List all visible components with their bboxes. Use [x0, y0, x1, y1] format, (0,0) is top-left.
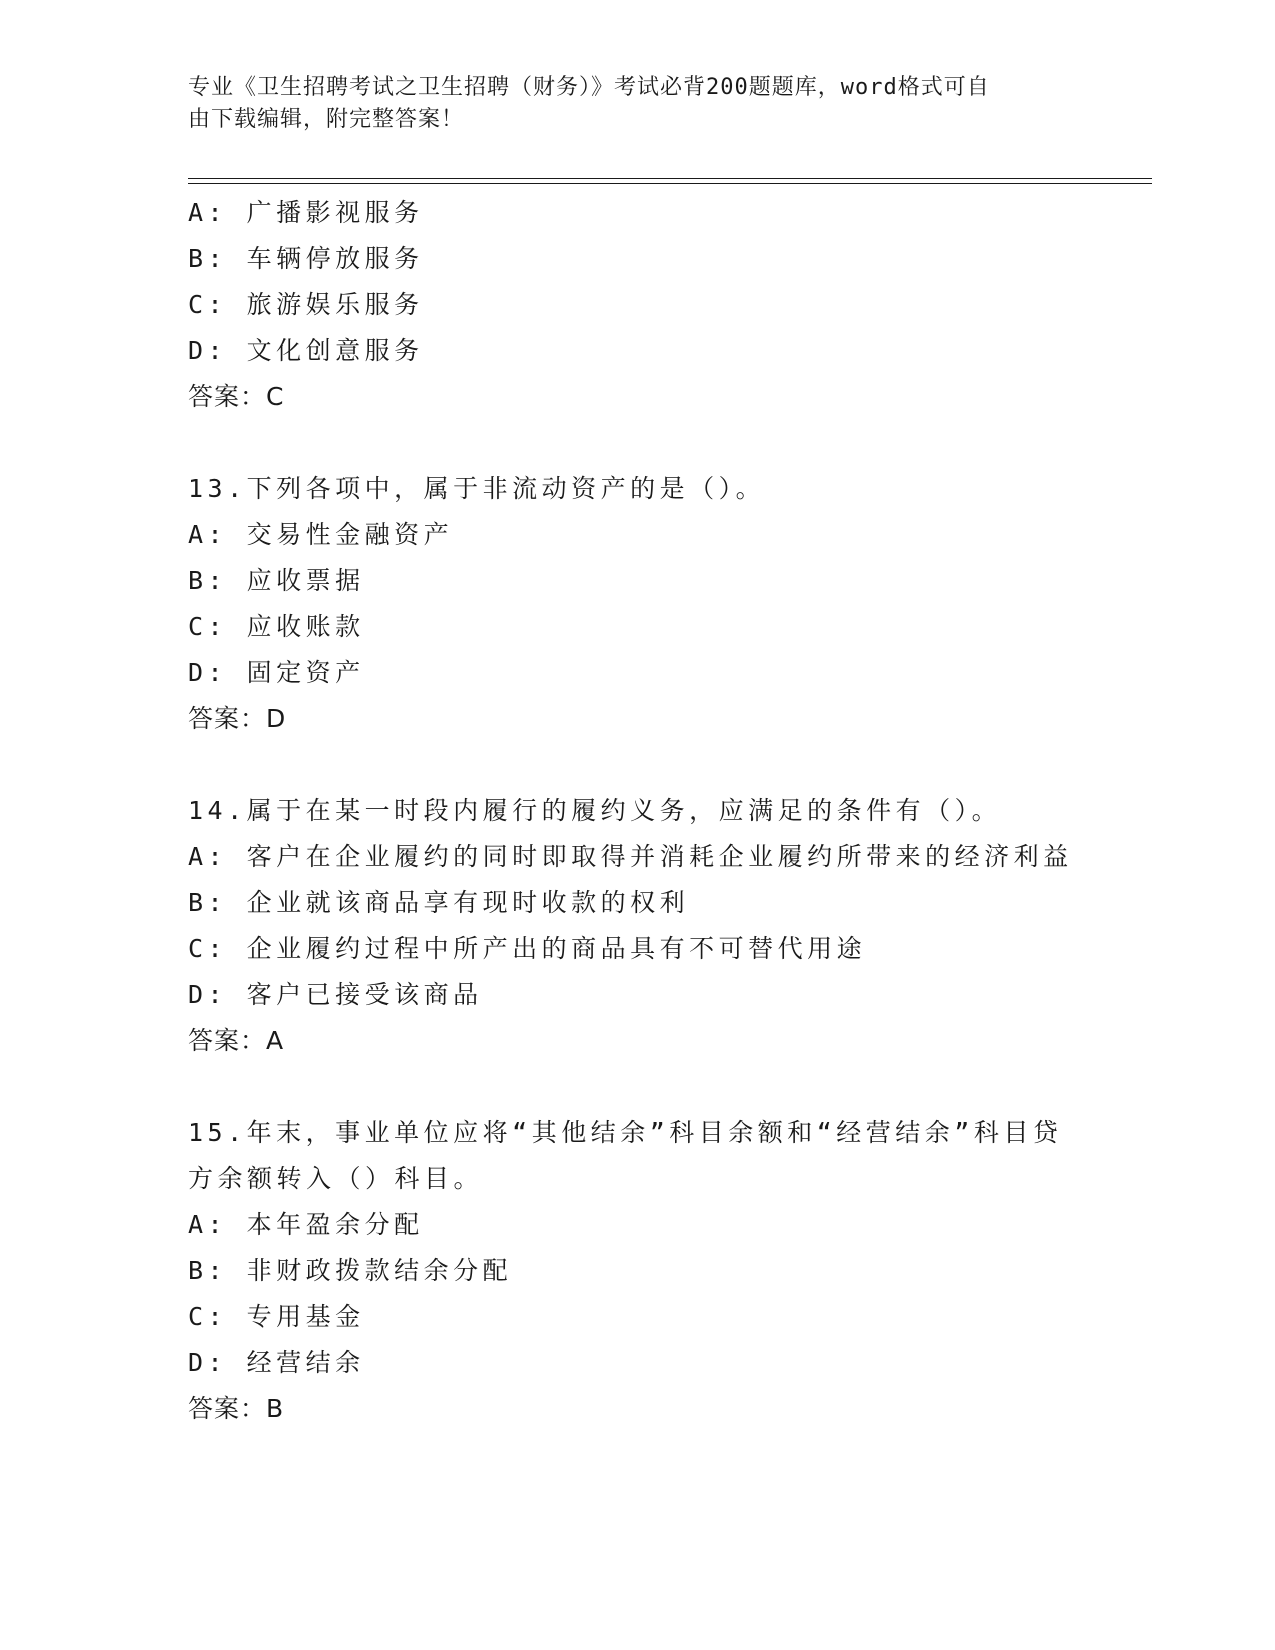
option-d: D: 经营结余 — [188, 1348, 365, 1377]
answer: 答案：A — [188, 1026, 285, 1055]
answer: 答案：B — [188, 1394, 285, 1423]
question-text: 13.下列各项中，属于非流动资产的是（）。 — [188, 474, 766, 503]
option-b: B: 应收票据 — [188, 566, 365, 595]
header-line-1: 专业《卫生招聘考试之卫生招聘（财务）》考试必背200题题库，word格式可自 — [188, 75, 990, 100]
option-d: D: 文化创意服务 — [188, 336, 424, 365]
spacer — [188, 1064, 1088, 1110]
question-text-line-2: 方余额转入（）科目。 — [188, 1164, 484, 1193]
document-header — [188, 72, 1068, 136]
spacer — [188, 742, 1088, 788]
question-text-line-1: 15.年末，事业单位应将“其他结余”科目余额和“经营结余”科目贷 — [188, 1118, 1063, 1147]
option-a: A: 广播影视服务 — [188, 198, 424, 227]
answer: 答案：C — [188, 382, 285, 411]
spacer — [188, 420, 1088, 466]
option-a: A: 本年盈余分配 — [188, 1210, 424, 1239]
option-b: B: 非财政拨款结余分配 — [188, 1256, 513, 1285]
option-a: A: 客户在企业履约的同时即取得并消耗企业履约所带来的经济利益 — [188, 842, 1073, 871]
question-text: 14.属于在某一时段内履行的履约义务，应满足的条件有（）。 — [188, 796, 1002, 825]
option-c: C: 企业履约过程中所产出的商品具有不可替代用途 — [188, 934, 867, 963]
question-15 — [188, 1110, 1088, 1432]
question-list — [188, 190, 1088, 1432]
question-13 — [188, 466, 1088, 742]
option-b: B: 企业就该商品享有现时收款的权利 — [188, 888, 690, 917]
option-a: A: 交易性金融资产 — [188, 520, 454, 549]
option-b: B: 车辆停放服务 — [188, 244, 424, 273]
option-c: C: 应收账款 — [188, 612, 365, 641]
answer: 答案：D — [188, 704, 287, 733]
option-d: D: 客户已接受该商品 — [188, 980, 483, 1009]
option-c: C: 旅游娱乐服务 — [188, 290, 424, 319]
question-14 — [188, 788, 1088, 1064]
question-12 — [188, 190, 1088, 420]
option-c: C: 专用基金 — [188, 1302, 365, 1331]
header-line-2: 由下载编辑，附完整答案！ — [188, 107, 465, 132]
option-d: D: 固定资产 — [188, 658, 365, 687]
header-divider — [188, 178, 1152, 184]
